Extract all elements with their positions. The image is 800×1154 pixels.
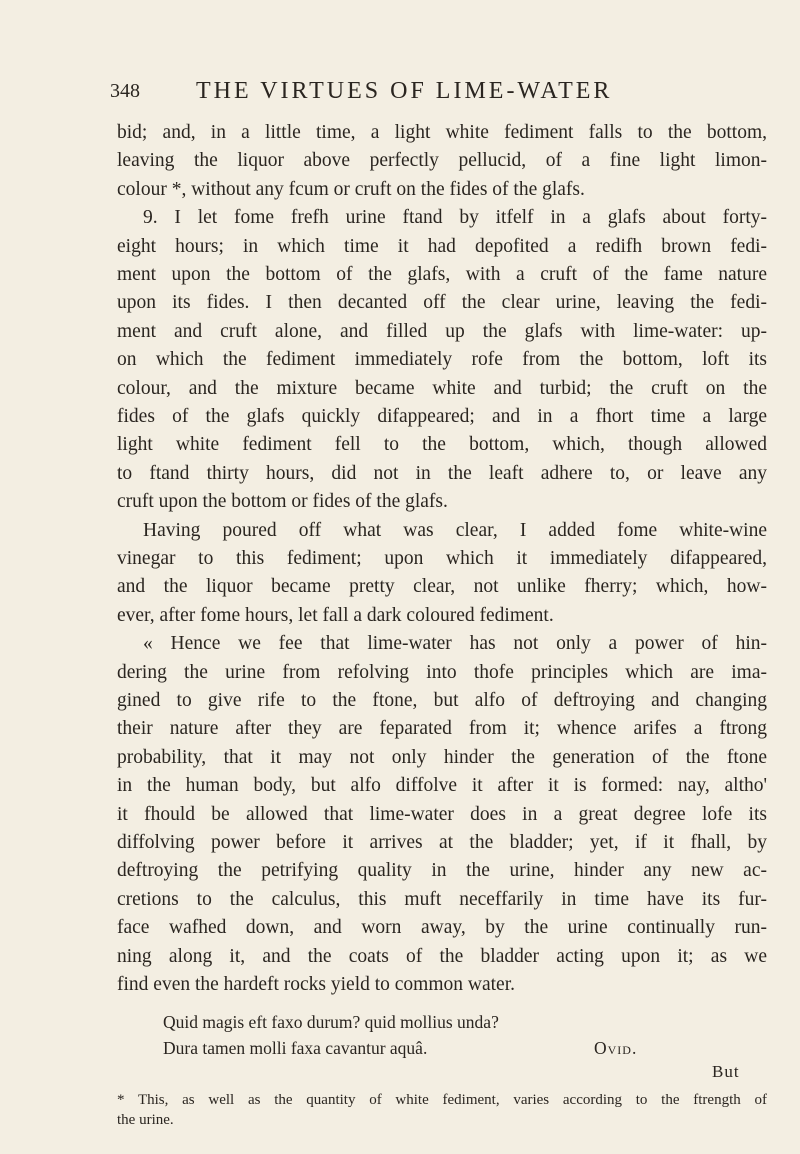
text-line: colour, and the mixture became white and turbid; the cruft on the [117, 377, 767, 399]
text-line: leaving the liquor above perfectly pellucid, of a fine light limon- [117, 150, 767, 172]
text-line: ment and cruft alone, and filled up the glafs with lime-water: up- [117, 320, 767, 342]
text-line: their nature after they are feparated from it; whence arifes a ftrong [117, 718, 767, 740]
text-line: it fhould be allowed that lime-water does in a great degree lofe its [117, 803, 767, 825]
text-line: cretions to the calculus, this muft neceffarily in time have its fur- [117, 888, 767, 910]
text-line: eight hours; in which time it had depofited a redifh brown fedi- [117, 235, 767, 257]
text-line: find even the hardeft rocks yield to common water. [117, 974, 515, 995]
quote-line: Dura tamen molli faxa cavantur aquâ. [163, 1038, 428, 1059]
quote-line: Quid magis eft faxo durum? quid mollius unda? [163, 1012, 499, 1033]
text-line: vinegar to this fediment; upon which it immediately difappeared, [117, 548, 767, 569]
text-line: light white fediment fell to the bottom, which, though allowed [117, 434, 767, 456]
catchword: But [712, 1062, 740, 1082]
text-line: bid; and, in a little time, a light white fediment falls to the bottom, [117, 122, 767, 143]
quote-attribution: Ovid. [594, 1038, 638, 1059]
text-line: ning along it, and the coats of the bladder acting upon it; as we [117, 945, 767, 967]
text-line: Having poured off what was clear, I added fome white-wine [143, 519, 767, 541]
text-line: probability, that it may not only hinder the generation of the ftone [117, 746, 767, 768]
text-line: gined to give rife to the ftone, but alfo of deftroying and changing [117, 690, 767, 711]
page-number: 348 [110, 80, 140, 102]
text-line: ment upon the bottom of the glafs, with a cruft of the fame nature [117, 264, 767, 285]
text-line: diffolving power before it arrives at the bladder; yet, if it fhall, by [117, 832, 767, 853]
text-line: colour *, without any fcum or cruft on the fides of the glafs. [117, 178, 585, 200]
text-line: in the human body, but alfo diffolve it after it is formed: nay, altho' [117, 775, 767, 797]
text-line: deftroying the petrifying quality in the urine, hinder any new ac- [117, 860, 767, 882]
footnote-line: * This, as well as the quantity of white fediment, varies according to the ftrength of [117, 1092, 767, 1109]
text-line: and the liquor became pretty clear, not unlike fherry; which, how- [117, 576, 767, 598]
text-line: 9. I let fome frefh urine ftand by itfelf in a glafs about forty- [143, 207, 767, 229]
footnote-line: the urine. [117, 1112, 174, 1129]
text-line: face wafhed down, and worn away, by the urine continually run- [117, 917, 767, 939]
running-title: THE VIRTUES OF LIME-WATER [196, 78, 613, 104]
text-line: to ftand thirty hours, did not in the leaft adhere to, or leave any [117, 462, 767, 484]
text-line: upon its fides. I then decanted off the clear urine, leaving the fedi- [117, 292, 767, 314]
text-line: fides of the glafs quickly difappeared; and in a fhort time a large [117, 406, 767, 427]
text-line: cruft upon the bottom or fides of the glafs. [117, 491, 448, 513]
text-line: on which the fediment immediately rofe from the bottom, loft its [117, 349, 767, 371]
text-line: ever, after fome hours, let fall a dark coloured fediment. [117, 604, 554, 626]
text-line: « Hence we fee that lime-water has not only a power of hin- [143, 633, 767, 655]
text-line: dering the urine from refolving into thofe principles which are ima- [117, 661, 767, 683]
